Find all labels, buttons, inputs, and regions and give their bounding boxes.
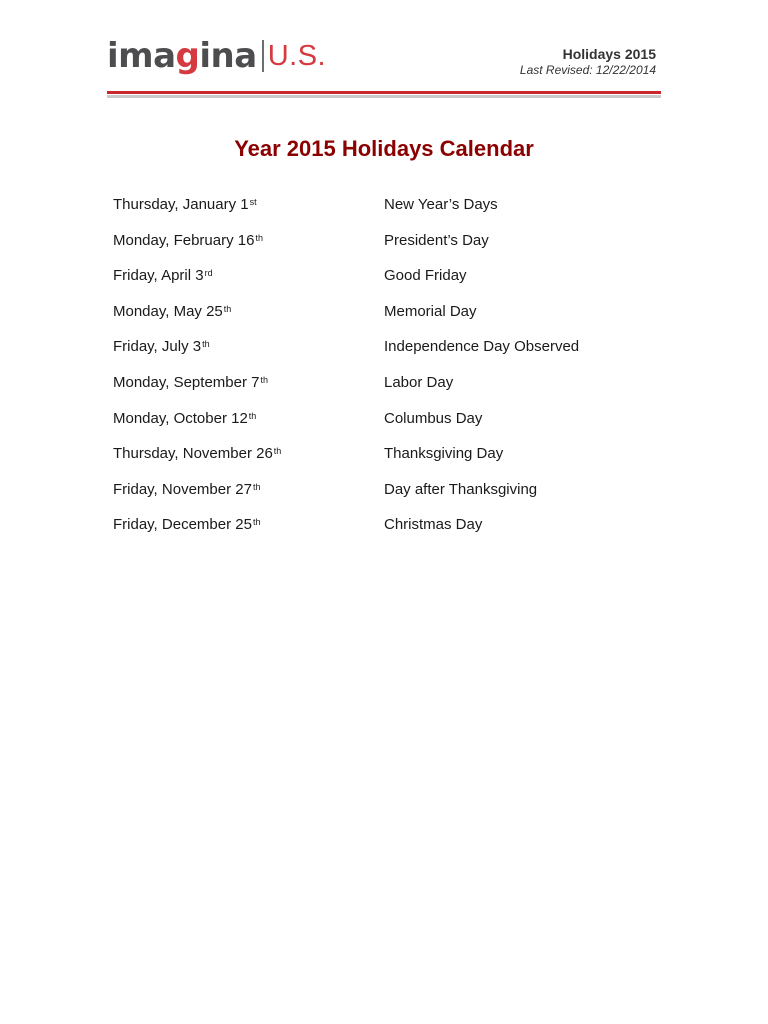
holiday-name: Memorial Day [384,302,477,320]
holiday-row [113,513,653,549]
holiday-date [113,513,260,537]
ordinal-suffix: th [260,374,268,385]
logo-wordmark [107,36,257,76]
holiday-date-text: Friday, July 3 [113,338,202,356]
holiday-name: Columbus Day [384,409,483,427]
ordinal-suffix: th [223,303,232,314]
holiday-date [113,335,210,359]
page-header [107,30,661,100]
holiday-date [113,264,213,288]
holiday-name: New Year’s Days [384,196,498,213]
holiday-date [113,407,256,431]
holiday-row [113,478,653,514]
holiday-row [113,407,653,443]
ordinal-suffix: th [255,232,263,243]
holiday-row [113,229,653,265]
ordinal-suffix: th [273,446,282,457]
holiday-date-text: Monday, October 12 [113,409,248,427]
logo-divider [262,40,264,72]
holiday-date-text: Monday, May 25 [113,302,223,320]
holiday-name: Thanksgiving Day [384,445,504,463]
holiday-date [113,371,268,395]
logo-word-start: ima [107,36,176,76]
holiday-name: Day after Thanksgiving [384,480,538,498]
holiday-date [113,193,257,217]
holiday-row [113,300,653,336]
header-info [520,45,656,78]
holiday-row [113,371,653,407]
holiday-row [113,193,653,229]
holiday-date-text: Thursday, November 26 [113,445,273,463]
holiday-date [113,478,260,502]
holiday-name: Independence Day Observed [384,338,580,356]
holiday-date [113,442,281,466]
holiday-row [113,442,653,478]
holiday-date-text: Friday, November 27 [113,480,252,498]
logo-suffix: U.S. [267,39,327,72]
holiday-date-text: Friday, April 3 [113,267,204,285]
logo-word-end: ina [199,36,257,76]
imagina-us-logo [107,36,326,76]
holiday-name: Good Friday [384,267,467,285]
holiday-date-text: Monday, February 16 [113,231,255,249]
holiday-row [113,264,653,300]
ordinal-suffix: th [248,410,257,421]
holiday-row [113,335,653,371]
holiday-date-text: Monday, September 7 [113,373,260,391]
logo-word-g: g [175,36,200,76]
ordinal-suffix: th [252,517,261,528]
holiday-date [113,229,263,253]
ordinal-suffix: th [202,339,210,350]
header-title: Holidays 2015 [562,46,656,62]
ordinal-suffix: st [249,197,257,207]
holiday-list [113,193,653,549]
holiday-date-text: Thursday, January 1 [113,196,249,213]
header-rule-gray [107,95,661,98]
holiday-name: Christmas Day [384,516,483,534]
holiday-name: Labor Day [384,373,454,391]
holiday-date [113,300,231,324]
ordinal-suffix: rd [204,268,213,279]
holiday-date-text: Friday, December 25 [113,516,252,534]
last-revised: Last Revised: 12/22/2014 [519,63,656,77]
header-rule-red [107,91,661,94]
ordinal-suffix: th [252,481,261,492]
document-title: Year 2015 Holidays Calendar [234,136,534,161]
holiday-name: President’s Day [384,231,489,249]
